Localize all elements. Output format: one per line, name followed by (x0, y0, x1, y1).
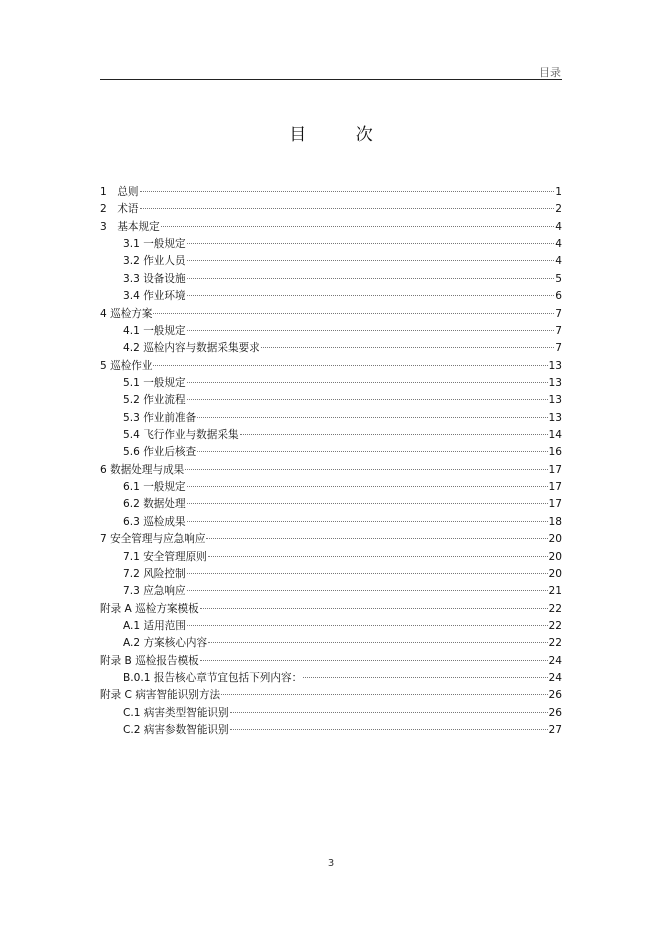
toc-entry-label: 6.1 一般规定 (123, 481, 186, 494)
toc-entry-page: 20 (548, 533, 562, 546)
toc-entry[interactable] (100, 496, 562, 513)
toc-entry-label: 7.2 风险控制 (123, 567, 186, 580)
toc-entry-label: 5.4 飞行作业与数据采集 (123, 429, 239, 442)
toc-entry-label: 4 巡检方案 (100, 307, 153, 320)
toc-entry-page: 17 (548, 481, 562, 494)
toc-entry-label: 5.6 作业后核查 (123, 446, 197, 459)
toc-entry[interactable] (100, 271, 562, 288)
toc-entry[interactable] (100, 722, 562, 739)
toc-dot-leader (187, 260, 555, 261)
toc-dot-leader (187, 399, 548, 400)
toc-entry-page: 24 (548, 672, 562, 685)
toc-dot-leader (261, 347, 555, 348)
toc-entry-page: 22 (548, 637, 562, 650)
toc-entry-label: 附录 A 巡检方案模板 (100, 602, 199, 615)
toc-entry[interactable] (100, 549, 562, 566)
toc-dot-leader (187, 573, 548, 574)
toc-entry[interactable] (100, 514, 562, 531)
toc-entry-page: 27 (548, 724, 562, 737)
toc-dot-leader (153, 313, 554, 314)
toc-entry-label: 5.3 作业前准备 (123, 411, 197, 424)
toc-entry-page: 13 (548, 376, 562, 389)
toc-entry-page: 24 (548, 654, 562, 667)
toc-dot-leader (185, 469, 547, 470)
toc-entry-label: 4.2 巡检内容与数据采集要求 (123, 342, 260, 355)
toc-entry[interactable] (100, 601, 562, 618)
toc-dot-leader (187, 590, 548, 591)
toc-entry-label: 4.1 一般规定 (123, 324, 186, 337)
toc-dot-leader (200, 608, 548, 609)
toc-dot-leader (206, 538, 547, 539)
toc-entry[interactable] (100, 670, 562, 687)
toc-entry[interactable] (100, 392, 562, 409)
toc-entry[interactable] (100, 427, 562, 444)
toc-entry-page: 21 (548, 585, 562, 598)
page-number: 3 (327, 858, 335, 869)
toc-entry-page: 13 (548, 359, 562, 372)
toc-entry-label: 3.3 设备设施 (123, 272, 186, 285)
toc-entry-label: 3 基本规定 (100, 220, 160, 233)
toc-entry-label: 5.2 作业流程 (123, 394, 186, 407)
page-title: 目 次 (289, 125, 395, 145)
toc-entry-page: 22 (548, 602, 562, 615)
toc-entry-label: 2 术语 (100, 203, 139, 216)
toc-entry-label: 附录 C 病害智能识别方法 (100, 689, 221, 702)
toc-dot-leader (153, 365, 547, 366)
toc-entry-label: 7.1 安全管理原则 (123, 550, 207, 563)
toc-dot-leader (187, 382, 548, 383)
toc-dot-leader (187, 503, 548, 504)
toc-entry-page: 4 (555, 220, 562, 233)
toc-entry[interactable] (100, 306, 562, 323)
toc-entry-page: 26 (548, 689, 562, 702)
toc-entry[interactable] (100, 288, 562, 305)
toc-entry-label: B.0.1 报告核心章节宜包括下列内容： (123, 672, 303, 685)
toc-entry-label: A.2 方案核心内容 (123, 637, 208, 650)
toc-entry-page: 4 (555, 255, 562, 268)
toc-entry[interactable] (100, 253, 562, 270)
toc-entry-label: C.2 病害参数智能识别 (123, 724, 229, 737)
toc-dot-leader (240, 434, 548, 435)
toc-entry[interactable] (100, 410, 562, 427)
toc-entry-page: 18 (548, 515, 562, 528)
toc-entry-page: 7 (555, 342, 562, 355)
toc-entry-page: 16 (548, 446, 562, 459)
toc-entry-label: 附录 B 巡检报告模板 (100, 654, 199, 667)
toc-entry-label: 6.3 巡检成果 (123, 515, 186, 528)
toc-entry-page: 1 (555, 186, 562, 198)
toc-dot-leader (187, 625, 548, 626)
toc-entry-page: 20 (548, 567, 562, 580)
toc-entry-label: 6.2 数据处理 (123, 498, 186, 511)
toc-dot-leader (187, 243, 555, 244)
toc-dot-leader (197, 417, 547, 418)
toc-entry-page: 22 (548, 619, 562, 632)
toc-entry-page: 4 (555, 238, 562, 251)
toc-entry-label: 7.3 应急响应 (123, 585, 186, 598)
toc-dot-leader (200, 660, 548, 661)
toc-entry-label: 7 安全管理与应急响应 (100, 533, 206, 546)
toc-entry[interactable] (100, 323, 562, 340)
toc-dot-leader (208, 642, 547, 643)
toc-entry-label: 3.2 作业人员 (123, 255, 186, 268)
toc-entry-page: 7 (555, 307, 562, 320)
toc-dot-leader (221, 694, 547, 695)
toc-entry-page: 26 (548, 706, 562, 719)
toc-entry[interactable] (100, 531, 562, 548)
toc-entry-page: 13 (548, 394, 562, 407)
toc-entry-page: 17 (548, 498, 562, 511)
toc-entry-page: 13 (548, 411, 562, 424)
toc-entry[interactable] (100, 184, 562, 201)
toc-entry[interactable] (100, 479, 562, 496)
toc-dot-leader (140, 191, 555, 192)
toc-entry-label: 6 数据处理与成果 (100, 463, 185, 476)
toc-entry[interactable] (100, 444, 562, 461)
toc-entry-label: 3.4 作业环境 (123, 290, 186, 303)
toc-entry[interactable] (100, 635, 562, 652)
toc-dot-leader (187, 295, 555, 296)
toc-entry[interactable] (100, 236, 562, 253)
toc-entry[interactable] (100, 201, 562, 218)
toc-entry-page: 6 (555, 290, 562, 303)
toc-entry[interactable] (100, 462, 562, 479)
toc-dot-leader (187, 486, 548, 487)
toc-entry[interactable] (100, 653, 562, 670)
toc-entry[interactable] (100, 687, 562, 704)
toc-entry-page: 17 (548, 463, 562, 476)
toc-dot-leader (303, 677, 547, 678)
toc-entry[interactable] (100, 566, 562, 583)
toc-entry-page: 20 (548, 550, 562, 563)
toc-entry-page: 2 (555, 203, 562, 216)
toc-dot-leader (161, 226, 555, 227)
toc-entry-label: 5.1 一般规定 (123, 376, 186, 389)
toc-dot-leader (230, 712, 548, 713)
toc-entry-page: 5 (555, 272, 562, 285)
toc-dot-leader (197, 451, 547, 452)
toc-entry-page: 14 (548, 429, 562, 442)
toc-dot-leader (187, 278, 555, 279)
header-rule (100, 79, 562, 80)
toc-entry-label: 5 巡检作业 (100, 359, 153, 372)
toc-entry[interactable] (100, 375, 562, 392)
toc-dot-leader (230, 729, 548, 730)
toc-entry-page: 7 (555, 324, 562, 337)
toc-entry[interactable] (100, 618, 562, 635)
toc-entry[interactable] (100, 583, 562, 600)
toc-entry[interactable] (100, 705, 562, 722)
toc-entry[interactable] (100, 358, 562, 375)
toc-dot-leader (187, 330, 555, 331)
toc-dot-leader (208, 556, 548, 557)
toc-entry[interactable] (100, 219, 562, 236)
toc-entry[interactable] (100, 340, 562, 357)
toc-entry-label: A.1 适用范围 (123, 619, 186, 632)
table-of-contents (100, 184, 562, 740)
toc-entry-label: C.1 病害类型智能识别 (123, 706, 229, 719)
toc-dot-leader (140, 208, 555, 209)
toc-entry-label: 3.1 一般规定 (123, 238, 186, 251)
toc-dot-leader (187, 521, 548, 522)
header-label: 目录 (539, 66, 561, 79)
toc-entry-label: 1 总则 (100, 186, 139, 198)
